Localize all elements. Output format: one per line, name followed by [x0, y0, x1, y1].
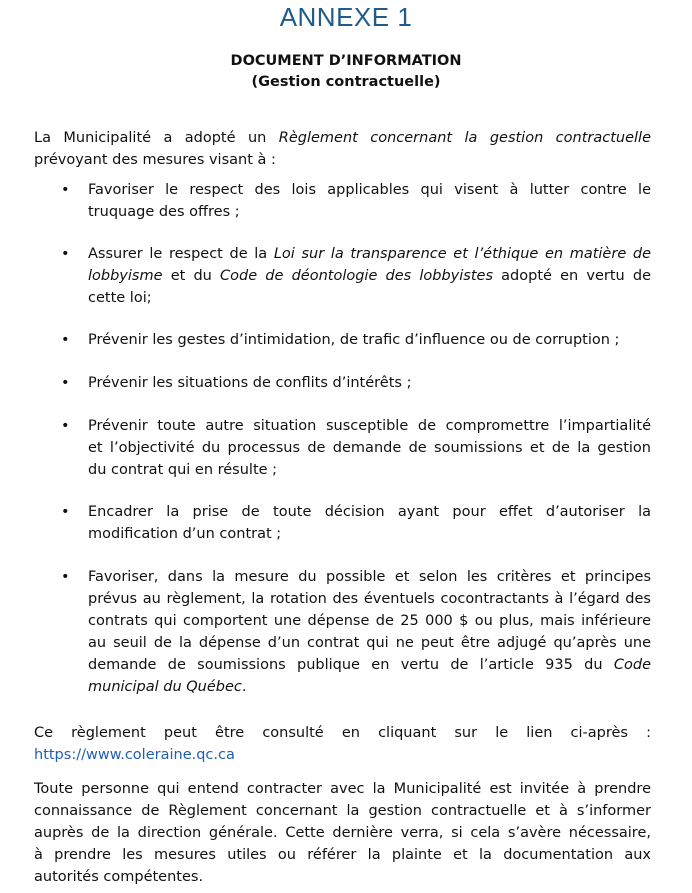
list-item-line: Prévenir les situations de conflits d’intérêts ; [88, 375, 412, 391]
list-item-line [88, 654, 651, 676]
list-item-text: et du [162, 268, 221, 284]
list-item [61, 372, 651, 394]
list-item-line [88, 265, 651, 287]
annexe-heading: ANNEXE 1 [279, 2, 413, 32]
list-item-line: Encadrer la prise de toute décision ayant pour effet d’autoriser la [88, 504, 651, 520]
intro-text-1: La Municipalité a adopté un [34, 130, 279, 146]
list-item-line: truquage des offres ; [88, 204, 240, 220]
list-item-line [88, 243, 651, 265]
law-title-cont: lobbyisme [88, 268, 163, 284]
list-item-line: Prévenir les gestes d’intimidation, de trafic d’influence ou de corruption ; [88, 332, 620, 348]
link-paragraph-text: Ce règlement peut être consulté en cliquant sur le lien ci-après : [34, 725, 651, 741]
bullet-icon: • [61, 418, 70, 434]
closing-line: autorités compétentes. [34, 869, 204, 885]
list-item [61, 566, 651, 698]
link-paragraph [34, 722, 651, 766]
intro-paragraph [34, 127, 651, 171]
bullet-icon: • [61, 504, 70, 520]
list-item [61, 501, 651, 545]
intro-text-2: prévoyant des mesures visant à : [34, 152, 276, 168]
document-title: DOCUMENT D’INFORMATION [230, 53, 462, 69]
list-item-line: du contrat qui en résulte ; [88, 462, 278, 478]
list-item-text: adopté en vertu de [493, 268, 651, 284]
law-title: Loi sur la transparence et l’éthique en matière de [273, 246, 651, 262]
code-municipal-title-cont: municipal du Québec [88, 679, 242, 695]
list-item-text: Assurer le respect de la [88, 246, 274, 262]
list-item [61, 179, 651, 223]
closing-line: Toute personne qui entend contracter avec la Municipalité est invitée à prendre [34, 781, 651, 797]
list-item-line [88, 679, 247, 695]
bullet-icon: • [61, 569, 70, 585]
list-item-line: Favoriser, dans la mesure du possible et selon les critères et principes [88, 569, 651, 585]
list-item [61, 243, 651, 309]
closing-line: connaissance de Règlement concernant la gestion contractuelle et à s’informer [34, 803, 651, 819]
list-item [61, 329, 651, 351]
list-item-line: prévus au règlement, la rotation des éventuels cocontractants à l’égard des [88, 591, 651, 607]
list-item-line: modification d’un contrat ; [88, 526, 282, 542]
closing-paragraph [34, 778, 651, 888]
closing-line: auprès de la direction générale. Cette dernière verra, si cela s’avère nécessaire, [34, 825, 651, 841]
list-item-line: contrats qui comportent une dépense de 25 000 $ ou plus, mais inférieure [88, 613, 651, 629]
list-item-line: Prévenir toute autre situation susceptible de compromettre l’impartialité [88, 418, 651, 434]
list-item-text: . [241, 679, 247, 695]
list-item [61, 415, 651, 481]
document-subtitle: (Gestion contractuelle) [251, 74, 441, 90]
intro-line-1 [34, 127, 651, 149]
list-item-line: et l’objectivité du processus de demande de soumissions et de la gestion [88, 440, 651, 456]
list-item-line: Favoriser le respect des lois applicables qui visent à lutter contre le [88, 182, 651, 198]
bullet-icon: • [61, 182, 70, 198]
list-item-line: au seuil de la dépense d’un contrat qui ne peut être adjugé qu’après une [88, 635, 651, 651]
list-item-text: demande de soumissions publique en vertu de l’article 935 du [88, 657, 614, 673]
document-title-block [0, 51, 692, 93]
bullet-icon: • [61, 246, 70, 262]
code-municipal-title: Code [613, 657, 651, 673]
bullet-icon: • [61, 375, 70, 391]
bullet-icon: • [61, 332, 70, 348]
code-title: Code de déontologie des lobbyistes [220, 268, 494, 284]
list-item-line: cette loi; [88, 290, 152, 306]
intro-regulation-title: Règlement concernant la gestion contractuelle [278, 130, 651, 146]
website-link[interactable]: https://www.coleraine.qc.ca [34, 747, 235, 763]
closing-line: à prendre les mesures utiles ou référer la plainte et la documentation aux [34, 847, 651, 863]
